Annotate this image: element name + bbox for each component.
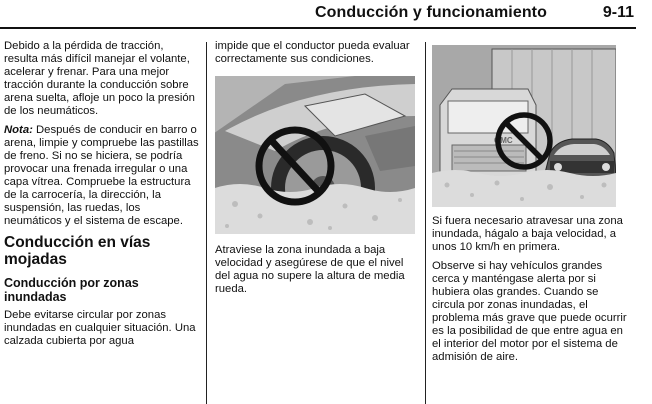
column-left: [4, 40, 199, 354]
intro-paragraph: Debido a la pérdida de tracción, resulta más difícil manejar el volante, acelerar y frenar. Para una mejor tracción durante la conducción sobre arena suelta, afloje un poco la presión de los neumáticos.: [4, 40, 195, 117]
flooded-road-truck-illustration: [432, 45, 616, 207]
note-text: Después de conducir en barro o arena, limpie y compruebe las pastillas de freno. Si no se hiciera, se podría provocar una frenada irregular o una capa vítrea. Compruebe la estructura de la carrocería, la dirección, la suspensión, las ruedas, los neumáticos y el sistema de escape.: [4, 124, 199, 227]
column-middle: [215, 40, 415, 302]
subsection-heading: Conducción por zonas inundadas: [4, 276, 139, 304]
illustration-caption: Atraviese la zona inundada a baja velocidad y asegúrese de que el nivel del agua no supere la altura de media rueda.: [215, 244, 405, 295]
note-paragraph: [4, 124, 199, 228]
note-label: Nota:: [4, 124, 33, 136]
column-divider: [425, 42, 426, 404]
page-number: 9-11: [602, 4, 634, 21]
paragraph-waves: Observe si hay vehículos grandes cerca y manténgase alerta por si hubiera olas grandes. Cuando se circula por zonas inundadas, el problema más grave que puede ocurrir es la posibilidad de que entre agua en el interior del motor por el sistema de admisión de aire.: [432, 260, 627, 363]
flooded-wheel-illustration: [215, 76, 415, 234]
column-right: [432, 40, 628, 370]
continuation-paragraph: impide que el conductor pueda evaluar correctamente sus condiciones.: [215, 40, 410, 65]
column-divider: [206, 42, 207, 404]
header-divider: [0, 27, 636, 29]
subsection-paragraph: Debe evitarse circular por zonas inundadas en cualquier situación. Una calzada cubierta por agua: [4, 309, 196, 347]
section-title: Conducción y funcionamiento: [314, 4, 547, 21]
section-heading: Conducción en vías mojadas: [4, 234, 151, 268]
truck-logo: GMC: [494, 136, 513, 145]
paragraph-speed: Si fuera necesario atravesar una zona inundada, hágalo a baja velocidad, a unos 10 km/h en primera.: [432, 215, 623, 253]
